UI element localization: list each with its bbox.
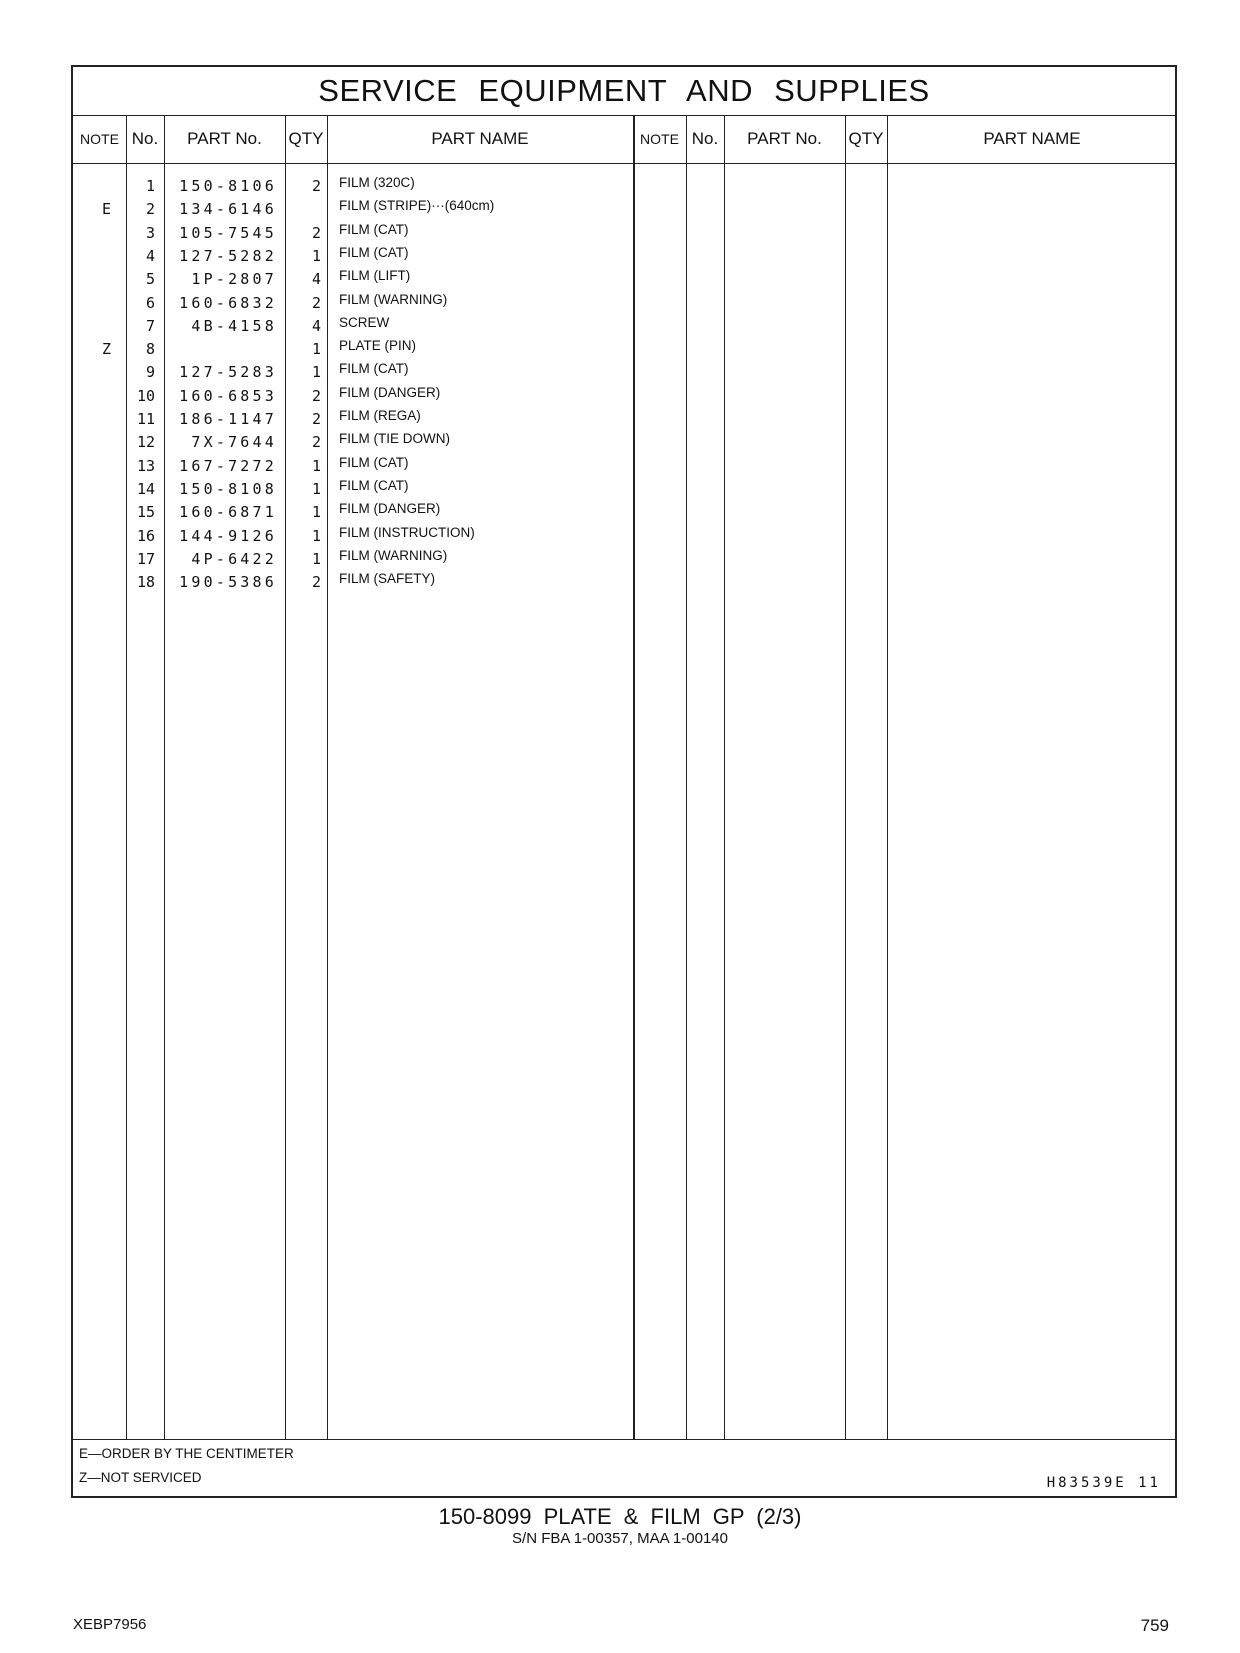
part-name: FILM (STRIPE)···(640cm) [339, 198, 495, 214]
item-number: 1 [145, 177, 155, 195]
table-row [73, 453, 633, 476]
table-row [73, 546, 633, 569]
note-cell: Z [101, 340, 111, 359]
quantity: 2 [311, 433, 321, 452]
quantity: 2 [311, 223, 321, 242]
table-row [73, 359, 633, 382]
part-number: 127-5283 [179, 363, 277, 382]
part-name: FILM (SAFETY) [339, 571, 436, 587]
header-note-right: NOTE [640, 131, 679, 147]
item-number: 14 [136, 479, 155, 498]
quantity: 1 [311, 456, 321, 475]
part-number: 150-8106 [179, 177, 277, 195]
part-name: FILM (WARNING) [339, 291, 448, 307]
footnote-z: Z—NOT SERVICED [79, 1470, 202, 1485]
part-number: 105-7545 [179, 223, 277, 242]
table-row [73, 569, 633, 592]
column-divider [724, 115, 725, 1439]
item-number: 18 [136, 573, 155, 592]
item-number: 15 [136, 503, 155, 522]
part-number: 4P-6422 [191, 549, 277, 568]
table-row [73, 196, 633, 219]
part-name: FILM (DANGER) [339, 501, 441, 517]
part-number: 186-1147 [179, 410, 277, 428]
illustration-code: H83539E 11 [1046, 1475, 1161, 1491]
quantity: 2 [311, 573, 321, 592]
column-divider [887, 115, 888, 1439]
quantity: 1 [311, 549, 321, 568]
item-number: 7 [145, 316, 155, 335]
group-caption: 150-8099 PLATE & FILM GP (2/3) [438, 1504, 802, 1529]
header-part-name: PART NAME [431, 129, 529, 148]
table-row [73, 173, 633, 196]
page-title: SERVICE EQUIPMENT AND SUPPLIES [73, 67, 1175, 116]
part-name: FILM (TIE DOWN) [339, 431, 450, 447]
table-row [73, 220, 633, 243]
table-row [73, 336, 633, 359]
item-number: 3 [145, 223, 155, 242]
quantity: 1 [311, 479, 321, 498]
table-row [73, 383, 633, 406]
header-qty: QTY [288, 129, 324, 148]
page-number: 759 [1140, 1616, 1169, 1635]
quantity: 1 [311, 526, 321, 545]
item-number: 10 [136, 386, 155, 405]
table-row [73, 243, 633, 266]
table-row [73, 523, 633, 546]
column-divider [633, 115, 635, 1439]
footnote-e: E—ORDER BY THE CENTIMETER [79, 1446, 294, 1461]
header-no-right: No. [691, 129, 719, 148]
quantity: 2 [311, 386, 321, 405]
part-number: 160-6832 [179, 293, 277, 312]
part-number: 167-7272 [179, 456, 277, 475]
part-name: FILM (DANGER) [339, 384, 441, 400]
item-number: 13 [136, 456, 155, 475]
part-name: SCREW [339, 314, 390, 330]
item-number: 8 [145, 340, 155, 359]
header-no: No. [131, 129, 159, 148]
table-row [73, 290, 633, 313]
header-part-no: PART No. [187, 129, 262, 148]
part-number: 1P-2807 [191, 270, 277, 289]
part-number: 7X-7644 [191, 433, 277, 452]
part-number: 144-9126 [179, 526, 277, 545]
header-note: NOTE [80, 131, 119, 147]
part-name: FILM (CAT) [339, 477, 409, 493]
table-row [73, 429, 633, 452]
header-qty-right: QTY [848, 129, 884, 148]
part-name: FILM (WARNING) [339, 547, 448, 563]
part-name: FILM (REGA) [339, 408, 421, 423]
item-number: 9 [145, 363, 155, 382]
document-number: XEBP7956 [73, 1616, 147, 1633]
part-name: FILM (INSTRUCTION) [339, 524, 475, 540]
quantity: 2 [311, 177, 321, 195]
header-part-no-right: PART No. [747, 129, 822, 148]
quantity: 2 [311, 410, 321, 428]
quantity: 2 [311, 293, 321, 312]
note-cell: E [101, 200, 111, 219]
table-row [73, 406, 633, 429]
item-number: 16 [136, 526, 155, 545]
quantity: 1 [311, 503, 321, 522]
table-row [73, 266, 633, 289]
part-number: 160-6853 [179, 386, 277, 405]
part-number: 127-5282 [179, 246, 277, 265]
part-number: 4B-4158 [191, 316, 277, 335]
quantity: 1 [311, 363, 321, 382]
quantity: 1 [311, 340, 321, 359]
item-number: 2 [145, 200, 155, 219]
part-name: FILM (LIFT) [339, 268, 411, 284]
part-number: 134-6146 [179, 200, 277, 219]
table-row [73, 476, 633, 499]
part-name: FILM (320C) [339, 175, 415, 190]
header-part-name-right: PART NAME [983, 129, 1081, 148]
part-name: FILM (CAT) [339, 244, 409, 260]
part-name: FILM (CAT) [339, 361, 409, 377]
column-divider [686, 115, 687, 1439]
item-number: 5 [145, 270, 155, 289]
item-number: 17 [136, 549, 155, 568]
part-name: FILM (CAT) [339, 221, 409, 237]
serial-range: S/N FBA 1-00357, MAA 1-00140 [512, 1530, 728, 1547]
parts-table-frame [71, 65, 1177, 1498]
table-header [73, 115, 1175, 164]
item-number: 6 [145, 293, 155, 312]
part-name: FILM (CAT) [339, 454, 409, 470]
item-number: 12 [136, 433, 155, 452]
item-number: 11 [136, 410, 155, 428]
quantity: 4 [311, 270, 321, 289]
quantity: 1 [311, 246, 321, 265]
item-number: 4 [145, 246, 155, 265]
footer-divider [73, 1439, 1175, 1440]
quantity: 4 [311, 316, 321, 335]
part-number: 190-5386 [179, 573, 277, 592]
table-row [73, 313, 633, 336]
table-row [73, 499, 633, 522]
part-name: PLATE (PIN) [339, 338, 417, 354]
part-number: 150-8108 [179, 479, 277, 498]
column-divider [845, 115, 846, 1439]
part-number: 160-6871 [179, 503, 277, 522]
